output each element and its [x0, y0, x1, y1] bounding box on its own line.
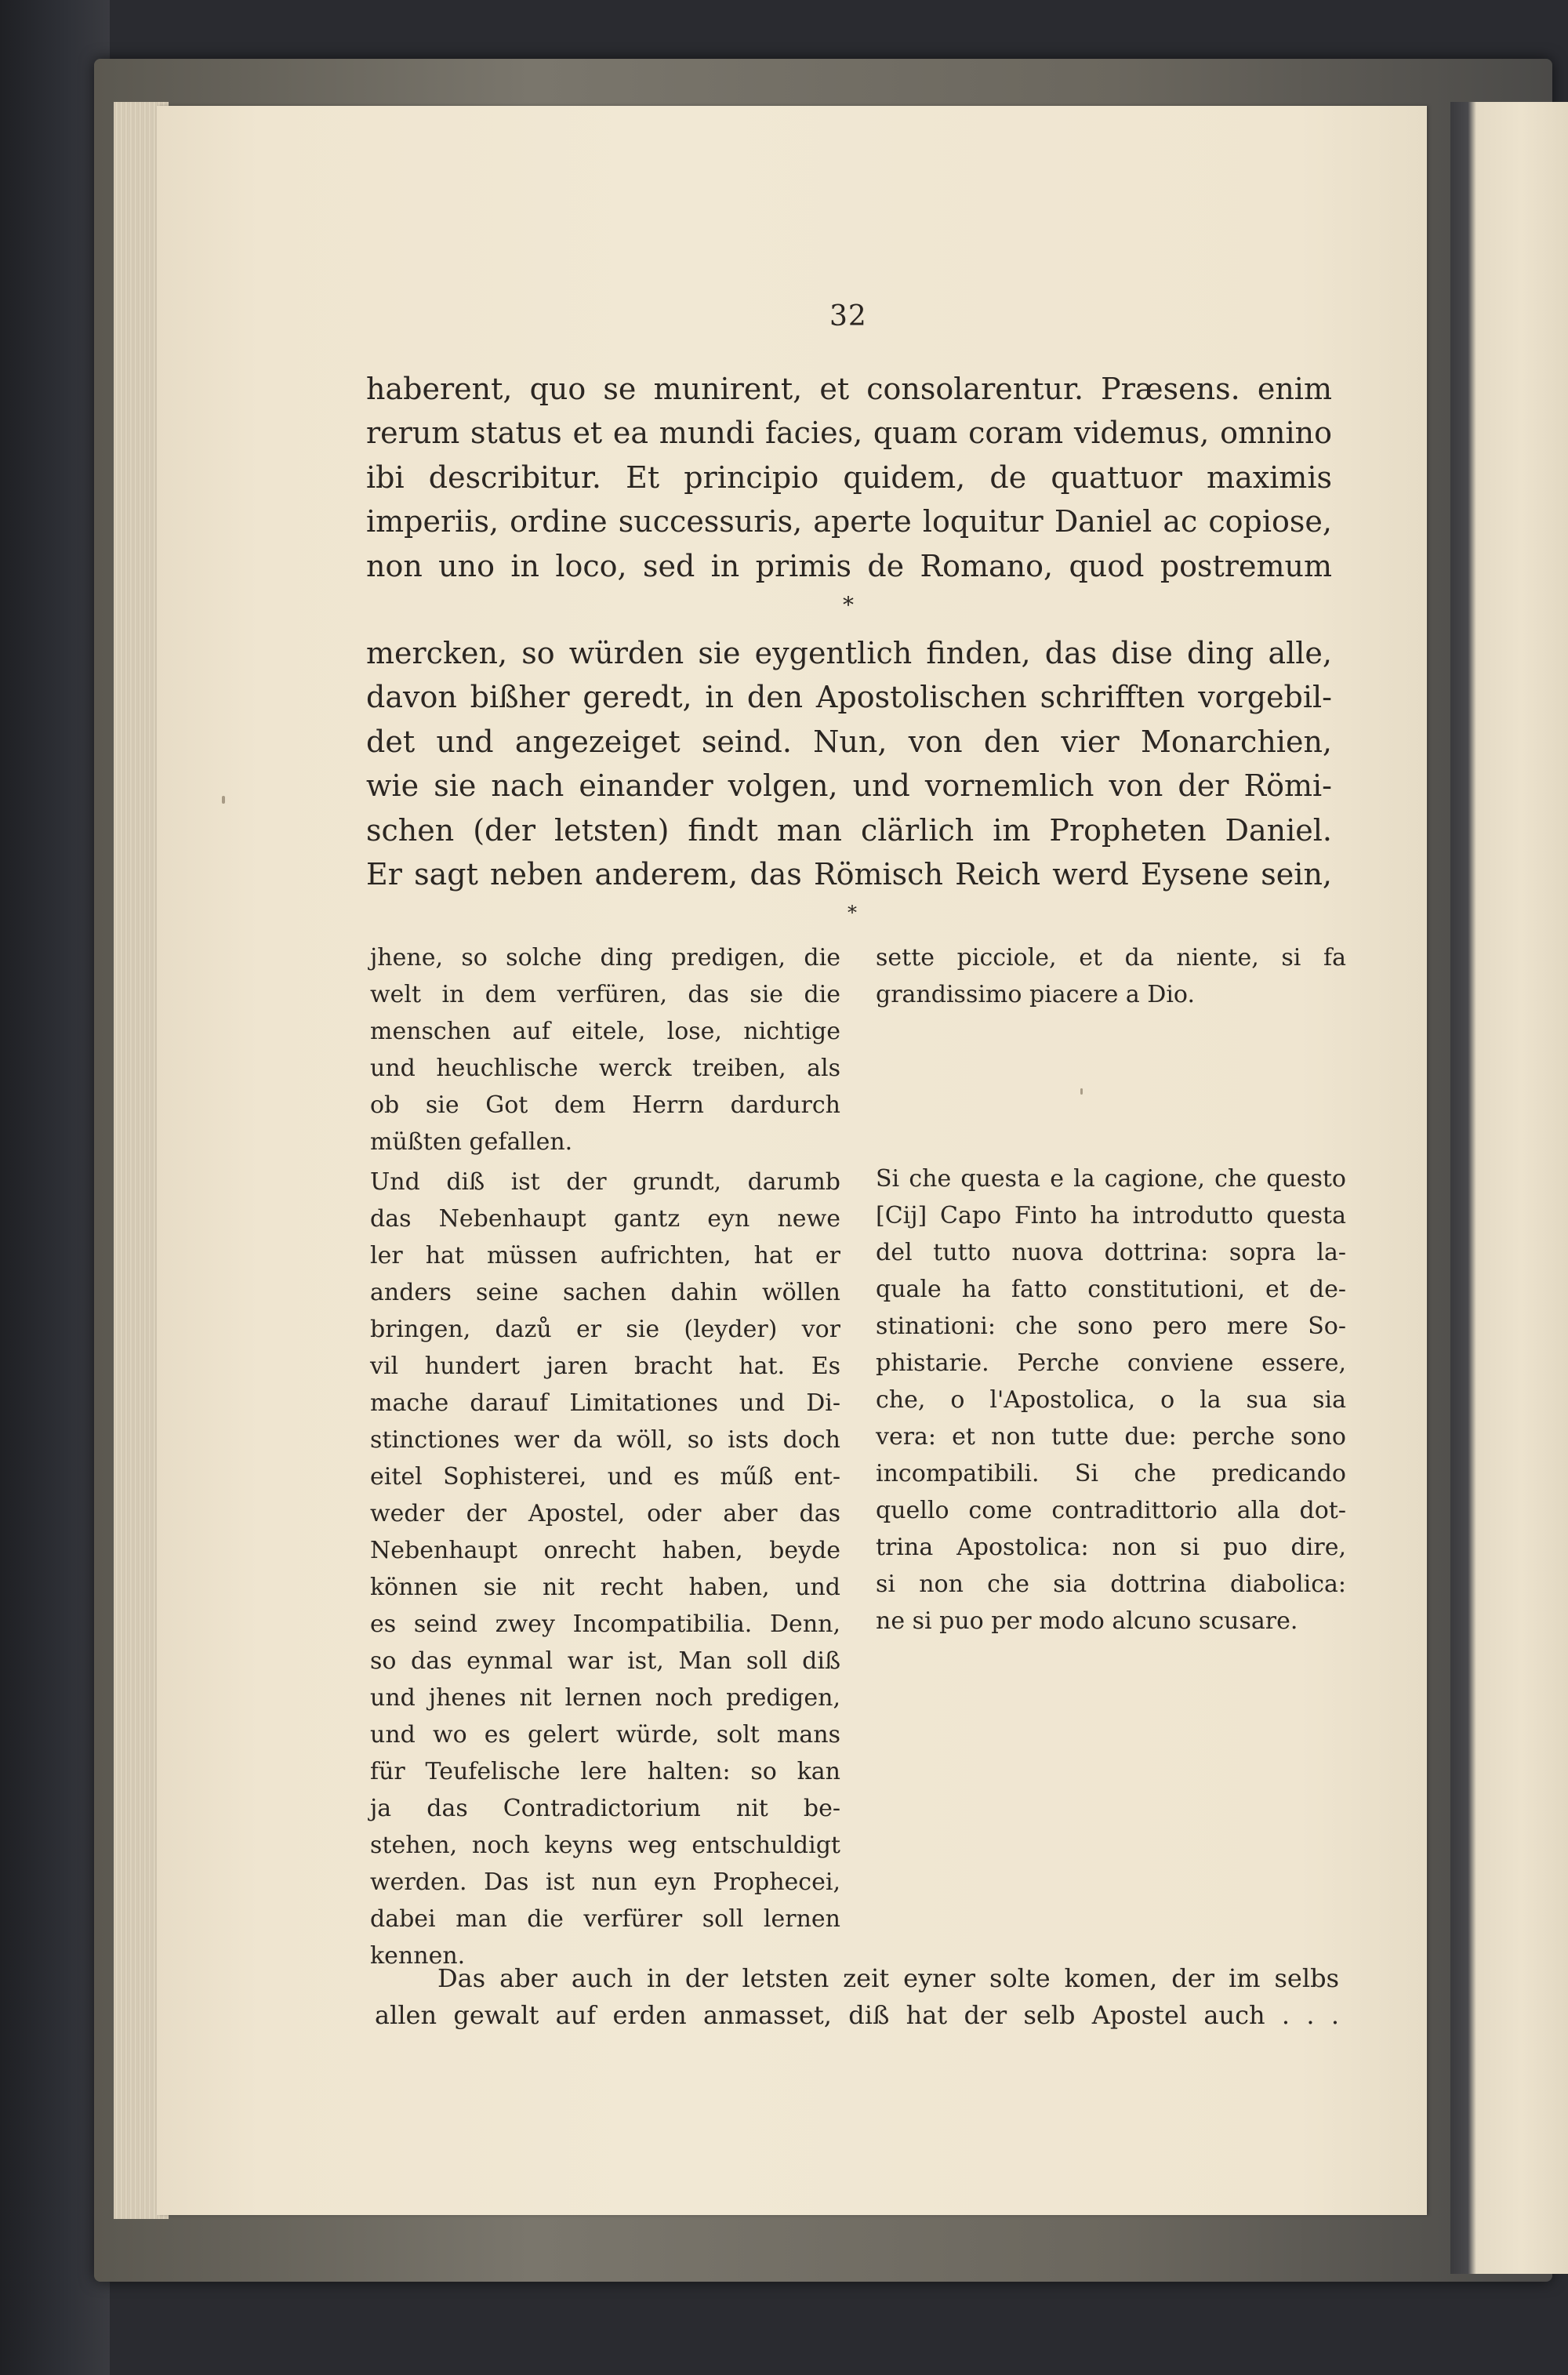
text-line: eitel Sophisterei, und es műß ent- — [370, 1463, 840, 1491]
text-line: schen (der letsten) findt man clärlich im Propheten Daniel. — [366, 812, 1332, 848]
column-paragraph — [370, 1164, 840, 1974]
text-line: und jhenes nit lernen noch predigen, — [370, 1684, 840, 1712]
text-line: welt in dem verfüren, das sie die — [370, 981, 840, 1008]
text-line: rerum status et ea mundi facies, quam coram videmus, omnino — [366, 416, 1332, 451]
column-paragraph — [876, 939, 1346, 1013]
paper-speck — [1080, 1088, 1083, 1095]
text-line: quello come contradittorio alla dot- — [876, 1497, 1346, 1524]
text-line: jhene, so solche ding predigen, die — [370, 944, 840, 971]
text-line: anders seine sachen dahin wöllen — [370, 1279, 840, 1306]
text-line: stinctiones wer da wöll, so ists doch — [370, 1426, 840, 1454]
closing-paragraph — [375, 1960, 1339, 2034]
text-line: menschen auf eitele, lose, nichtige — [370, 1018, 840, 1045]
column-paragraph — [370, 939, 840, 1160]
text-line: sette picciole, et da niente, si fa — [876, 944, 1346, 971]
text-line: können sie nit recht haben, und — [370, 1574, 840, 1601]
italian-column — [876, 939, 1346, 1640]
text-line: ja das Contradictorium nit be- — [370, 1795, 840, 1822]
text-line: vil hundert jaren bracht hat. Es — [370, 1353, 840, 1380]
german-column — [370, 939, 840, 1974]
text-line: das Nebenhaupt gantz eyn newe — [370, 1205, 840, 1233]
text-line: ibi describitur. Et principio quidem, de quattuor maximis — [366, 459, 1332, 495]
text-line: mache darauf Limitationes und Di- — [370, 1389, 840, 1417]
paper-speck — [222, 796, 225, 804]
section-separator: * — [848, 902, 857, 924]
text-line: imperiis, ordine successuris, aperte loquitur Daniel ac copiose, — [366, 504, 1332, 539]
text-line: haberent, quo se munirent, et consolarentur. Præsens. enim — [366, 372, 1332, 406]
text-line: und heuchlische werck treiben, als — [370, 1055, 840, 1082]
text-line: quale ha fatto constitutioni, et de- — [876, 1276, 1346, 1303]
text-line: Er sagt neben anderem, das Römisch Reich werd Eysene sein, — [366, 857, 1332, 892]
text-line: che, o l'Apostolica, o la sua sia — [876, 1386, 1346, 1414]
text-line: ob sie Got dem Herrn dardurch — [370, 1091, 840, 1119]
facing-page-edge — [1450, 102, 1568, 2274]
text-line: für Teufelische lere halten: so kan — [370, 1758, 840, 1785]
section-separator: * — [843, 592, 854, 618]
text-line: mercken, so würden sie eygentlich finden, das dise ding alle, — [366, 636, 1332, 670]
text-line: si non che sia dottrina diabolica: — [876, 1571, 1346, 1598]
text-line: non uno in loco, sed in primis de Romano, quod postremum — [366, 548, 1332, 583]
latin-paragraph — [366, 367, 1332, 588]
text-line: werden. Das ist nun eyn Prophecei, — [370, 1868, 840, 1896]
text-line: so das eynmal war ist, Man soll diß — [370, 1647, 840, 1675]
text-line: stehen, noch keyns weg entschuldigt — [370, 1832, 840, 1859]
text-line: [Cij] Capo Finto ha introdutto questa — [876, 1202, 1346, 1229]
text-line: kennen. — [370, 1942, 466, 1970]
text-line: trina Apostolica: non si puo dire, — [876, 1534, 1346, 1561]
text-line: Und diß ist der grundt, darumb — [370, 1168, 840, 1196]
text-line: Nebenhaupt onrecht haben, beyde — [370, 1537, 840, 1564]
text-line: es seind zwey Incompatibilia. Denn, — [370, 1611, 840, 1638]
text-line: Das aber auch in der letsten zeit eyner solte komen, der im selbs — [437, 1963, 1339, 1993]
text-line: ne si puo per modo alcuno scusare. — [876, 1607, 1298, 1635]
text-line: vera: et non tutte due: perche sono — [876, 1423, 1346, 1451]
text-line: grandissimo piacere a Dio. — [876, 981, 1195, 1008]
text-line: stinationi: che sono pero mere So- — [876, 1313, 1346, 1340]
page-number: 32 — [829, 300, 867, 332]
text-line: ler hat müssen aufrichten, hat er — [370, 1242, 840, 1269]
text-line: dabei man die verfürer soll lernen — [370, 1905, 840, 1933]
text-line: davon bißher geredt, in den Apostolischen schrifften vorgebil- — [366, 680, 1332, 715]
text-line: bringen, dazů er sie (leyder) vor — [370, 1316, 840, 1343]
text-line: müßten gefallen. — [370, 1128, 573, 1156]
text-line: Si che questa e la cagione, che questo — [876, 1165, 1346, 1193]
text-line: del tutto nuova dottrina: sopra la- — [876, 1239, 1346, 1266]
text-line: weder der Apostel, oder aber das — [370, 1500, 840, 1527]
text-line: allen gewalt auf erden anmasset, diß hat der selb Apostel auch . . . — [375, 2000, 1339, 2030]
table-surface — [0, 0, 110, 2375]
text-line: det und angezeiget seind. Nun, von den vier Monarchien, — [366, 724, 1332, 759]
column-paragraph — [876, 1160, 1346, 1640]
text-line: und wo es gelert würde, solt mans — [370, 1721, 840, 1749]
text-line: incompatibili. Si che predicando — [876, 1460, 1346, 1487]
text-line: phistarie. Perche conviene essere, — [876, 1349, 1346, 1377]
german-paragraph — [366, 631, 1332, 896]
text-line: wie sie nach einander volgen, und vornemlich von der Römi- — [366, 768, 1332, 804]
